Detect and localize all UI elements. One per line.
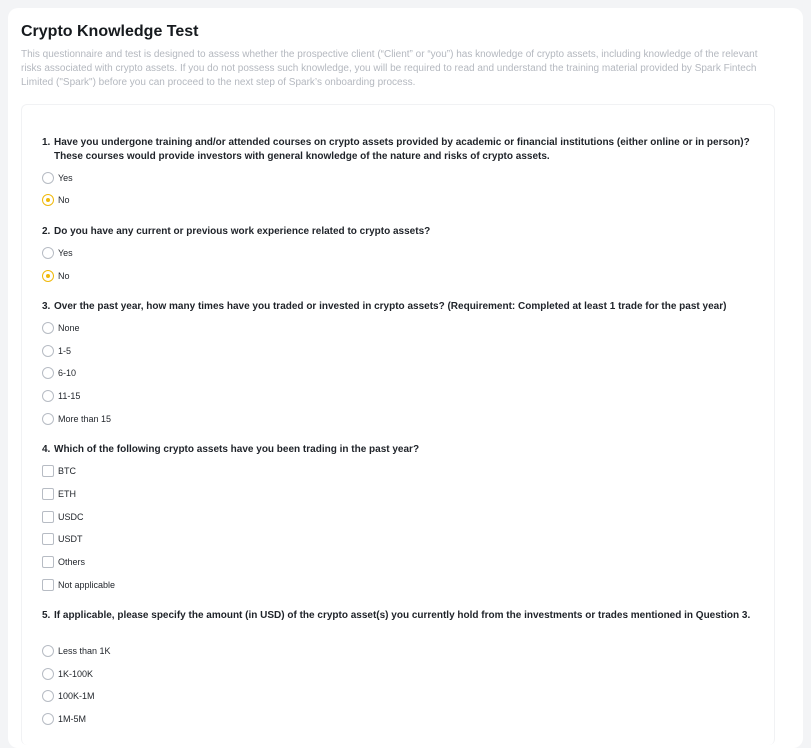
checkbox[interactable] <box>42 556 54 568</box>
questions-panel <box>21 104 775 745</box>
radio-button[interactable] <box>42 668 54 680</box>
option-label: USDC <box>58 512 84 522</box>
question-text: Have you undergone training and/or attended courses on crypto assets provided by academic or financial institutions (either online or in person)? These courses would provide investors with general knowledge of the nature and risks of crypto assets. <box>54 137 750 162</box>
question-text: Which of the following crypto assets have you been trading in the past year? <box>54 444 420 455</box>
radio-button[interactable] <box>42 390 54 402</box>
option-label: USDT <box>58 534 83 544</box>
radio-button[interactable] <box>42 413 54 425</box>
option-label: 100K-1M <box>58 691 95 701</box>
question-4 <box>42 443 764 457</box>
checkbox[interactable] <box>42 465 54 477</box>
radio-button-selected[interactable] <box>42 270 54 282</box>
question-5 <box>42 609 764 623</box>
option-label: No <box>58 195 70 205</box>
radio-button[interactable] <box>42 247 54 259</box>
question-3 <box>42 300 764 314</box>
radio-button[interactable] <box>42 645 54 657</box>
page-title: Crypto Knowledge Test <box>21 23 199 40</box>
checkbox[interactable] <box>42 533 54 545</box>
question-number: 2. <box>42 226 51 237</box>
question-number: 3. <box>42 301 51 312</box>
option-label: None <box>58 323 80 333</box>
option-label: No <box>58 271 70 281</box>
question-1 <box>42 136 764 163</box>
radio-button[interactable] <box>42 713 54 725</box>
option-label: 1-5 <box>58 346 72 356</box>
question-number: 1. <box>42 137 51 148</box>
radio-button[interactable] <box>42 172 54 184</box>
option-label: 1M-5M <box>58 714 87 724</box>
option-label: Others <box>58 557 86 567</box>
option-label: Yes <box>58 248 73 258</box>
radio-button[interactable] <box>42 367 54 379</box>
radio-button[interactable] <box>42 345 54 357</box>
checkbox[interactable] <box>42 511 54 523</box>
radio-button[interactable] <box>42 690 54 702</box>
option-label: 11-15 <box>58 391 81 401</box>
question-text: If applicable, please specify the amount (in USD) of the crypto asset(s) you currently hold from the investments or trades mentioned in Question 3. <box>54 610 751 621</box>
question-number: 4. <box>42 444 51 455</box>
option-label: 6-10 <box>58 368 77 378</box>
option-label: ETH <box>58 489 76 499</box>
radio-button[interactable] <box>42 322 54 334</box>
question-number: 5. <box>42 610 51 621</box>
option-label: More than 15 <box>58 414 112 424</box>
option-label: Less than 1K <box>58 646 111 656</box>
option-label: BTC <box>58 466 76 476</box>
question-text: Over the past year, how many times have you traded or invested in crypto assets? (Requirement: Completed at least 1 trade for the past year) <box>54 301 727 312</box>
question-text: Do you have any current or previous work experience related to crypto assets? <box>54 226 431 237</box>
option-label: 1K-100K <box>58 669 94 679</box>
checkbox[interactable] <box>42 579 54 591</box>
checkbox[interactable] <box>42 488 54 500</box>
option-label: Yes <box>58 173 73 183</box>
radio-button-selected[interactable] <box>42 194 54 206</box>
option-label: Not applicable <box>58 580 116 590</box>
question-2 <box>42 225 764 239</box>
intro-text: This questionnaire and test is designed to assess whether the prospective client (“Client” or “you”) has knowledge of crypto assets, including knowledge of the relevant risks associated with crypto assets. If you do not possess such knowledge, you will be required to read and understand the training material provided by Spark Fintech Limited ("Spark") before you can proceed to the next step of Spark’s onboarding process. <box>21 49 758 88</box>
